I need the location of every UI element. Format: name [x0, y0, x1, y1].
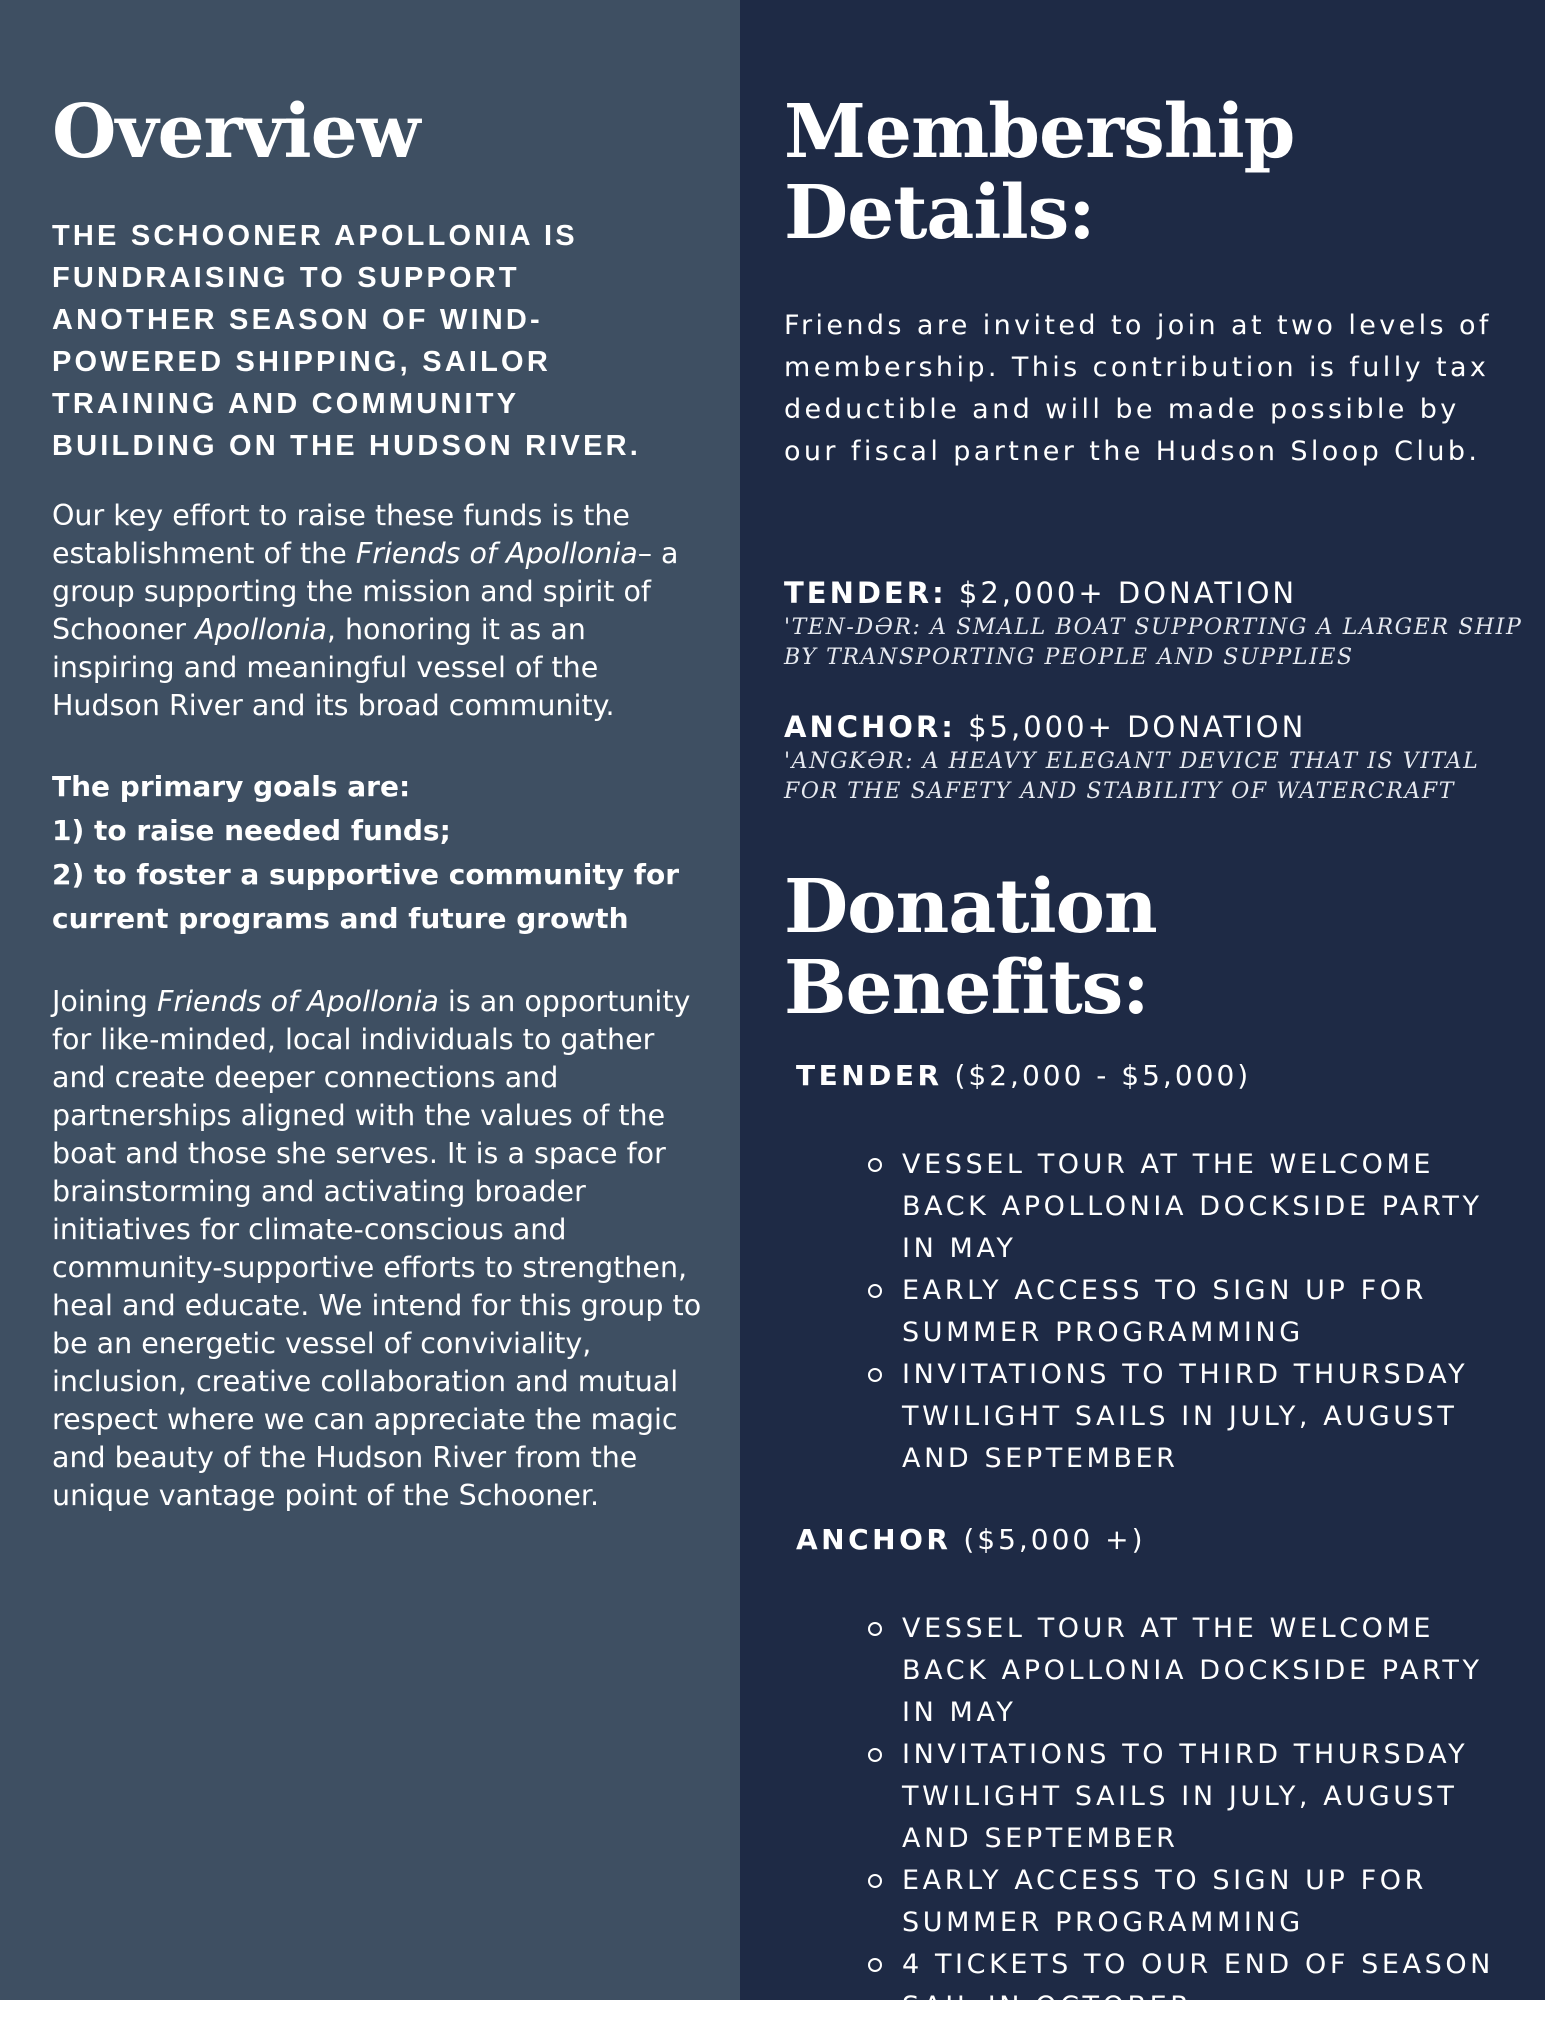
- benefit-text: 4 TICKETS TO OUR END OF SEASON SAIL IN OCTOBER: [902, 1948, 1494, 2022]
- benefit-group-anchor-title: [796, 1520, 1525, 1560]
- benefit-list-anchor: [784, 1608, 1508, 2028]
- tier-definition: 'ANGKƏR: A HEAVY ELEGANT DEVICE THAT IS VITAL FOR THE SAFETY AND STABILITY OF WATERCRAFT: [784, 748, 1480, 804]
- text: is an opportunity for like-minded, local individuals to gather and create deeper connections and partnerships aligned with the values of the boat and those she serves. It is a space for brainstorming and activating broader initiatives for climate-conscious and community-supportive efforts to strengthen, heal and educate. We intend for this group to be an energetic vessel of conviviality, inclusion, creative collaboration and mutual respect where we can appreciate the magic and beauty of the Hudson River from the unique vantage point of the Schooner.: [52, 985, 702, 1513]
- tier-amount: $2,000+ DONATION: [946, 575, 1298, 610]
- tier-tender: [784, 573, 1525, 673]
- membership-panel: [740, 0, 1545, 2022]
- circle-bullet-icon: [868, 1874, 882, 1888]
- emphasis: Apollonia: [195, 613, 327, 647]
- overview-panel: [0, 0, 740, 2000]
- benefit-group-name: TENDER: [796, 1058, 943, 1092]
- benefit-text: INVITATIONS TO THIRD THURSDAY TWILIGHT SAILS IN JULY, AUGUST AND SEPTEMBER: [902, 1738, 1469, 1854]
- benefit-group-range: ($2,000 - $5,000): [942, 1058, 1252, 1092]
- list-item: [868, 1144, 1508, 1270]
- list-item: [868, 1860, 1508, 1944]
- tier-name: ANCHOR:: [784, 709, 956, 744]
- text: , honoring it as an inspiring and meaningful vessel of the Hudson River and its broad community.: [52, 613, 615, 723]
- primary-goals: [52, 765, 692, 941]
- circle-bullet-icon: [868, 1622, 882, 1636]
- benefits-heading: Donation Benefits:: [784, 863, 1157, 1032]
- benefit-group-range: ($5,000 +): [951, 1522, 1146, 1556]
- goal-item-1: 1) to raise needed funds;: [52, 814, 451, 848]
- list-item: [868, 1944, 1508, 2028]
- benefit-group-name: ANCHOR: [796, 1522, 952, 1556]
- list-item: [868, 1354, 1508, 1480]
- tier-title: [784, 707, 1525, 747]
- benefit-text: EARLY ACCESS TO SIGN UP FOR SUMMER PROGRAMMING: [902, 1864, 1427, 1938]
- benefit-text: VESSEL TOUR AT THE WELCOME BACK APOLLONIA DOCKSIDE PARTY IN MAY: [902, 1148, 1483, 1264]
- circle-bullet-icon: [868, 1158, 882, 1172]
- list-item: [868, 1270, 1508, 1354]
- benefit-text: INVITATIONS TO THIRD THURSDAY TWILIGHT SAILS IN JULY, AUGUST AND SEPTEMBER: [902, 1358, 1469, 1474]
- benefit-group-tender-title: [796, 1056, 1525, 1096]
- goals-title: The primary goals are:: [52, 770, 411, 804]
- benefit-text: VESSEL TOUR AT THE WELCOME BACK APOLLONIA DOCKSIDE PARTY IN MAY: [902, 1612, 1483, 1728]
- circle-bullet-icon: [868, 1368, 882, 1382]
- tier-amount: $5,000+ DONATION: [955, 709, 1307, 744]
- list-item: [868, 1734, 1508, 1860]
- list-item: [868, 1608, 1508, 1734]
- circle-bullet-icon: [868, 1748, 882, 1762]
- tier-anchor: [784, 707, 1525, 807]
- tier-title: [784, 573, 1525, 613]
- circle-bullet-icon: [868, 1284, 882, 1298]
- text: Our key effort to raise these funds is the establishment of the: [52, 499, 630, 571]
- benefit-text: EARLY ACCESS TO SIGN UP FOR SUMMER PROGRAMMING: [902, 1274, 1427, 1348]
- tier-name: TENDER:: [784, 575, 947, 610]
- overview-paragraph-1: [52, 497, 712, 725]
- tier-definition: 'TEN-DƏR: A SMALL BOAT SUPPORTING A LARGER SHIP BY TRANSPORTING PEOPLE AND SUPPLIES: [784, 614, 1523, 670]
- overview-heading: Overview: [52, 89, 420, 175]
- emphasis: Friends of Apollonia: [355, 537, 638, 571]
- membership-heading: Membership Details:: [784, 89, 1295, 257]
- text: Joining: [52, 985, 157, 1019]
- membership-intro: Friends are invited to join at two levels of membership. This contribution is fully tax deductible and will be made possible by our fiscal partner the Hudson Sloop Club.: [784, 309, 1492, 467]
- overview-lead: THE SCHOONER APOLLONIA IS FUNDRAISING TO SUPPORT ANOTHER SEASON OF WIND-POWERED SHIPPING, SAILOR TRAINING AND COMMUNITY BUILDING ON THE HUDSON RIVER.: [52, 220, 642, 463]
- goal-item-2: 2) to foster a supportive community for current programs and future growth: [52, 858, 680, 936]
- overview-paragraph-2: [52, 983, 712, 1515]
- emphasis: Friends of Apollonia: [156, 985, 439, 1019]
- text: – a group supporting the mission and spirit of Schooner: [52, 537, 679, 647]
- circle-bullet-icon: [868, 1958, 882, 1972]
- benefit-list-tender: [784, 1144, 1508, 1480]
